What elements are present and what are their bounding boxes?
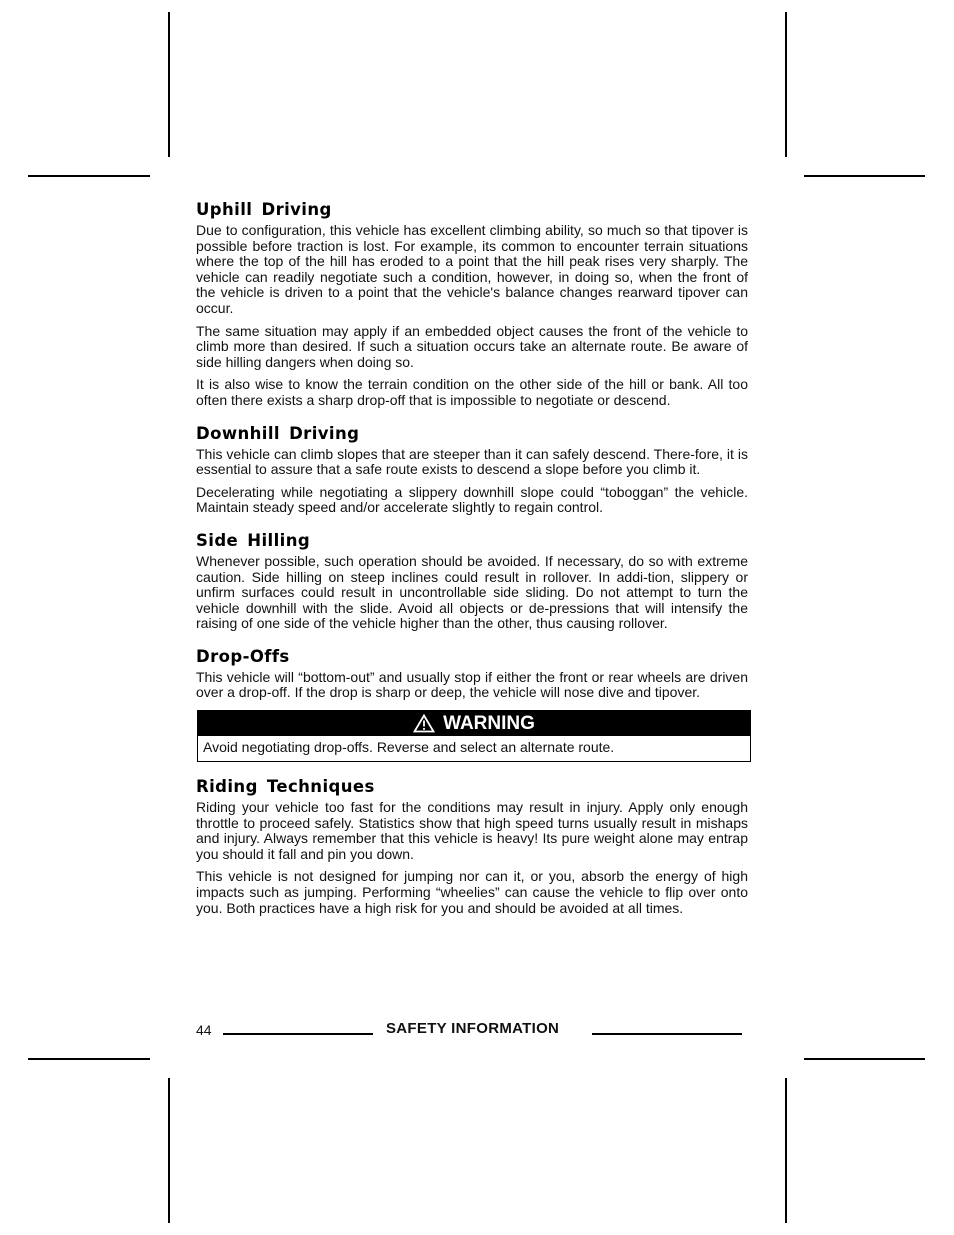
paragraph: Decelerating while negotiating a slippery downhill slope could “toboggan” the vehicle. Maintain steady speed and/or accelerate slightly to regain control. [196,483,748,516]
section-heading: Uphill Driving [196,200,332,219]
crop-mark [168,1078,170,1223]
footer-rule-right [592,1033,742,1035]
crop-mark [804,175,925,177]
crop-mark [168,12,170,157]
paragraph: The same situation may apply if an embedded object causes the front of the vehicle to climb more than desired. If such a situation occurs take an alternate route. Be aware of side hilling dangers when doing so. [196,322,748,370]
crop-mark [804,1058,925,1060]
page-footer [196,1020,748,1040]
paragraph: This vehicle can climb slopes that are steeper than it can safely descend. There-fore, it is essential to assure that a safe route exists to descend a slope before you climb it. [196,445,748,478]
warning-triangle-icon [413,714,435,733]
footer-title: SAFETY INFORMATION [386,1020,560,1037]
section-heading: Downhill Driving [196,423,360,443]
crop-mark [28,1058,150,1060]
section-heading: Riding Techniques [196,777,375,797]
warning-title: WARNING [443,712,535,734]
paragraph: It is also wise to know the terrain condition on the other side of the hill or bank. All too often there exists a sharp drop-off that is impossible to negotiate or descend. [196,376,748,408]
section-side-hilling [196,531,748,632]
paragraph: This vehicle will “bottom-out” and usually stop if either the front or rear wheels are driven over a drop-off. If the drop is sharp or deep, the vehicle will nose dive and tipover. [196,668,748,701]
page-content [196,200,748,923]
crop-mark [785,12,787,157]
crop-mark [28,175,150,177]
warning-header [198,711,750,736]
warning-box [197,710,751,762]
paragraph: This vehicle is not designed for jumping nor can it, or you, absorb the energy of high impacts such as jumping. Performing “wheelies” can cause the vehicle to flip over onto you. Both practices have a high risk for you and should be avoided at all times. [196,868,748,916]
section-downhill-driving [196,424,748,516]
page-number: 44 [196,1022,212,1038]
paragraph: Due to configuration, this vehicle has excellent climbing ability, so much so that tipover is possible before traction is lost. For example, its common to encounter terrain situations where the top of the hill has eroded to a point that the hill peak rises very sharply. The vehicle can readily negotiate such a condition, however, in doing so, when the front of the vehicle is driven to a point that the vehicle's balance changes rearward tipover can occur. [196,222,748,316]
section-uphill-driving [196,200,748,409]
section-heading: Drop-Offs [196,646,290,666]
warning-text: Avoid negotiating drop-offs. Reverse and select an alternate route. [203,739,615,756]
paragraph: Whenever possible, such operation should be avoided. If necessary, do so with extreme caution. Side hilling on steep inclines could result in rollover. In addi-tion, slippery or unfirm surfaces could result in uncontrollable side sliding. Do not attempt to turn the vehicle downhill with the slide. Avoid all objects or de-pressions that will intensify the raising of one side of the vehicle higher than the other, thus causing rollover. [196,552,748,632]
section-heading: Side Hilling [196,530,311,550]
paragraph: Riding your vehicle too fast for the conditions may result in injury. Apply only enough throttle to proceed safely. Statistics show that high speed turns usually result in mishaps and injury. Always remember that this vehicle is heavy! Its pure weight alone may entrap you should it fall and pin you down. [196,799,748,862]
footer-rule-left [223,1033,373,1035]
section-riding-techniques [196,777,748,916]
crop-mark [785,1078,787,1223]
section-drop-offs [196,647,748,701]
